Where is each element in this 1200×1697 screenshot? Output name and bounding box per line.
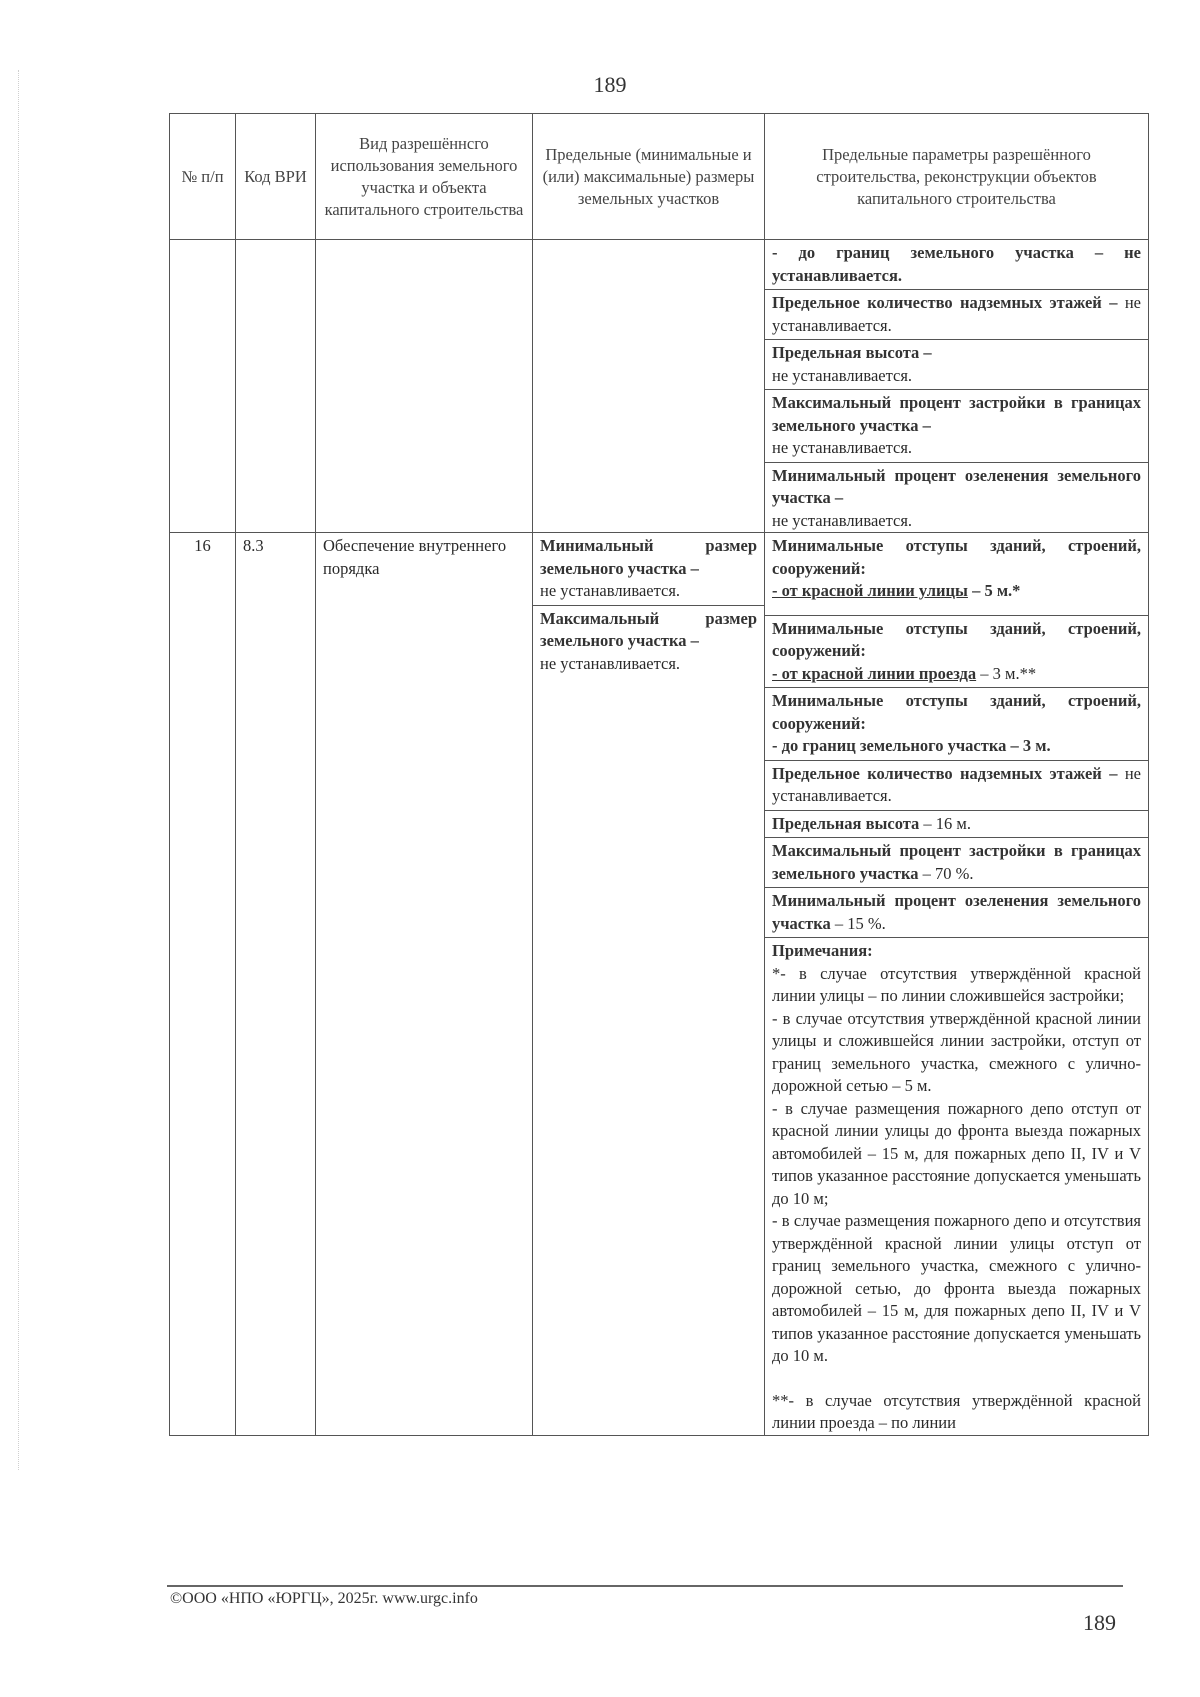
regulations-table [169, 113, 1149, 1436]
size-max: Максимальный размер земельного участка – не устанавливается. [540, 608, 757, 673]
param-floors: Предельное количество надземных этажей – не устанавливается. [765, 289, 1148, 337]
param-max-coverage-16: Максимальный процент застройки в границах земельного участка – 70 %. [765, 837, 1148, 885]
header-num: № п/п [170, 114, 236, 240]
size-min: Минимальный размер земельного участка – не устанавливается. [533, 535, 764, 606]
param-floors-16: Предельное количество надземных этажей – не устанавливается. [765, 760, 1148, 808]
note-3: - в случае размещения пожарного депо отступ от красной линии улицы до фронта выезда пожарных автомобилей – 15 м, для пожарных депо II, IV и V типов указанное расстояние допускается уменьшать до 10 м; [772, 1098, 1141, 1208]
cell-use [316, 240, 533, 533]
scan-margin-marks [18, 70, 21, 1470]
row16-code: 8.3 [236, 533, 316, 1436]
note-1: *- в случае отсутствия утверждённой красной линии улицы – по линии сложившейся застройки; [772, 963, 1141, 1005]
footer-divider [167, 1585, 1123, 1587]
notes-title: Примечания: [772, 941, 873, 960]
row16-size [533, 533, 765, 1436]
footer-copyright: ©ООО «НПО «ЮРГЦ», 2025г. www.urgc.info [170, 1590, 478, 1607]
param-height-16: Предельная высота – 16 м. [765, 810, 1148, 836]
row16-num: 16 [170, 533, 236, 1436]
table-header-row [170, 114, 1149, 240]
param-boundary-setback: - до границ земельного участка – не устанавливается. [772, 243, 1141, 285]
cell-size [533, 240, 765, 533]
row16-params [765, 533, 1149, 1436]
note-2: - в случае отсутствия утверждённой красной линии улицы и сложившейся линии застройки, отступ от границ земельного участка, смежного с улично-дорожной сетью – 5 м. [772, 1008, 1141, 1095]
header-code: Код ВРИ [236, 114, 316, 240]
page-number-top: 189 [593, 72, 627, 97]
param-height: Предельная высота – не устанавливается. [765, 339, 1148, 387]
note-5: **- в случае отсутствия утверждённой красной линии проезда – по линии [772, 1390, 1141, 1432]
cell-params [765, 240, 1149, 533]
param-min-greening-16: Минимальный процент озеленения земельного участка – 15 %. [765, 887, 1148, 935]
table-row-16 [170, 533, 1149, 1436]
page-number-bottom: 189 [1083, 1610, 1116, 1635]
param-setback-street: Минимальные отступы зданий, строений, сооружений: - от красной линии улицы – 5 м.* [772, 536, 1141, 600]
header-size: Предельные (минимальные и (или) максимальные) размеры земельных участков [533, 114, 765, 240]
notes-block [765, 937, 1148, 1435]
table-row-continued [170, 240, 1149, 533]
param-setback-boundary: Минимальные отступы зданий, строений, сооружений: - до границ земельного участка – 3 м. [765, 687, 1148, 758]
cell-code [236, 240, 316, 533]
cell-num [170, 240, 236, 533]
header-use: Вид разрешённсго использования земельного участка и объекта капитального строительства [316, 114, 533, 240]
header-params: Предельные параметры разрешённого строительства, реконструкции объектов капитального строительства [765, 114, 1149, 240]
note-4: - в случае размещения пожарного депо и отсутствия утверждённой красной линии улицы отступ от границ земельного участка, смежного с улично-дорожной сетью, до фронта выезда пожарных автомобилей – 15 м, для пожарных депо II, IV и V типов указанное расстояние допускается уменьшать до 10 м. [772, 1211, 1141, 1365]
param-max-coverage: Максимальный процент застройки в границах земельного участка – не устанавливается. [765, 389, 1148, 460]
param-setback-passage: Минимальные отступы зданий, строений, сооружений: - от красной линии проезда – 3 м.** [765, 615, 1148, 686]
param-min-greening: Минимальный процент озеленения земельного участка – не устанавливается. [765, 462, 1148, 533]
row16-use: Обеспечение внутреннего порядка [316, 533, 533, 1436]
